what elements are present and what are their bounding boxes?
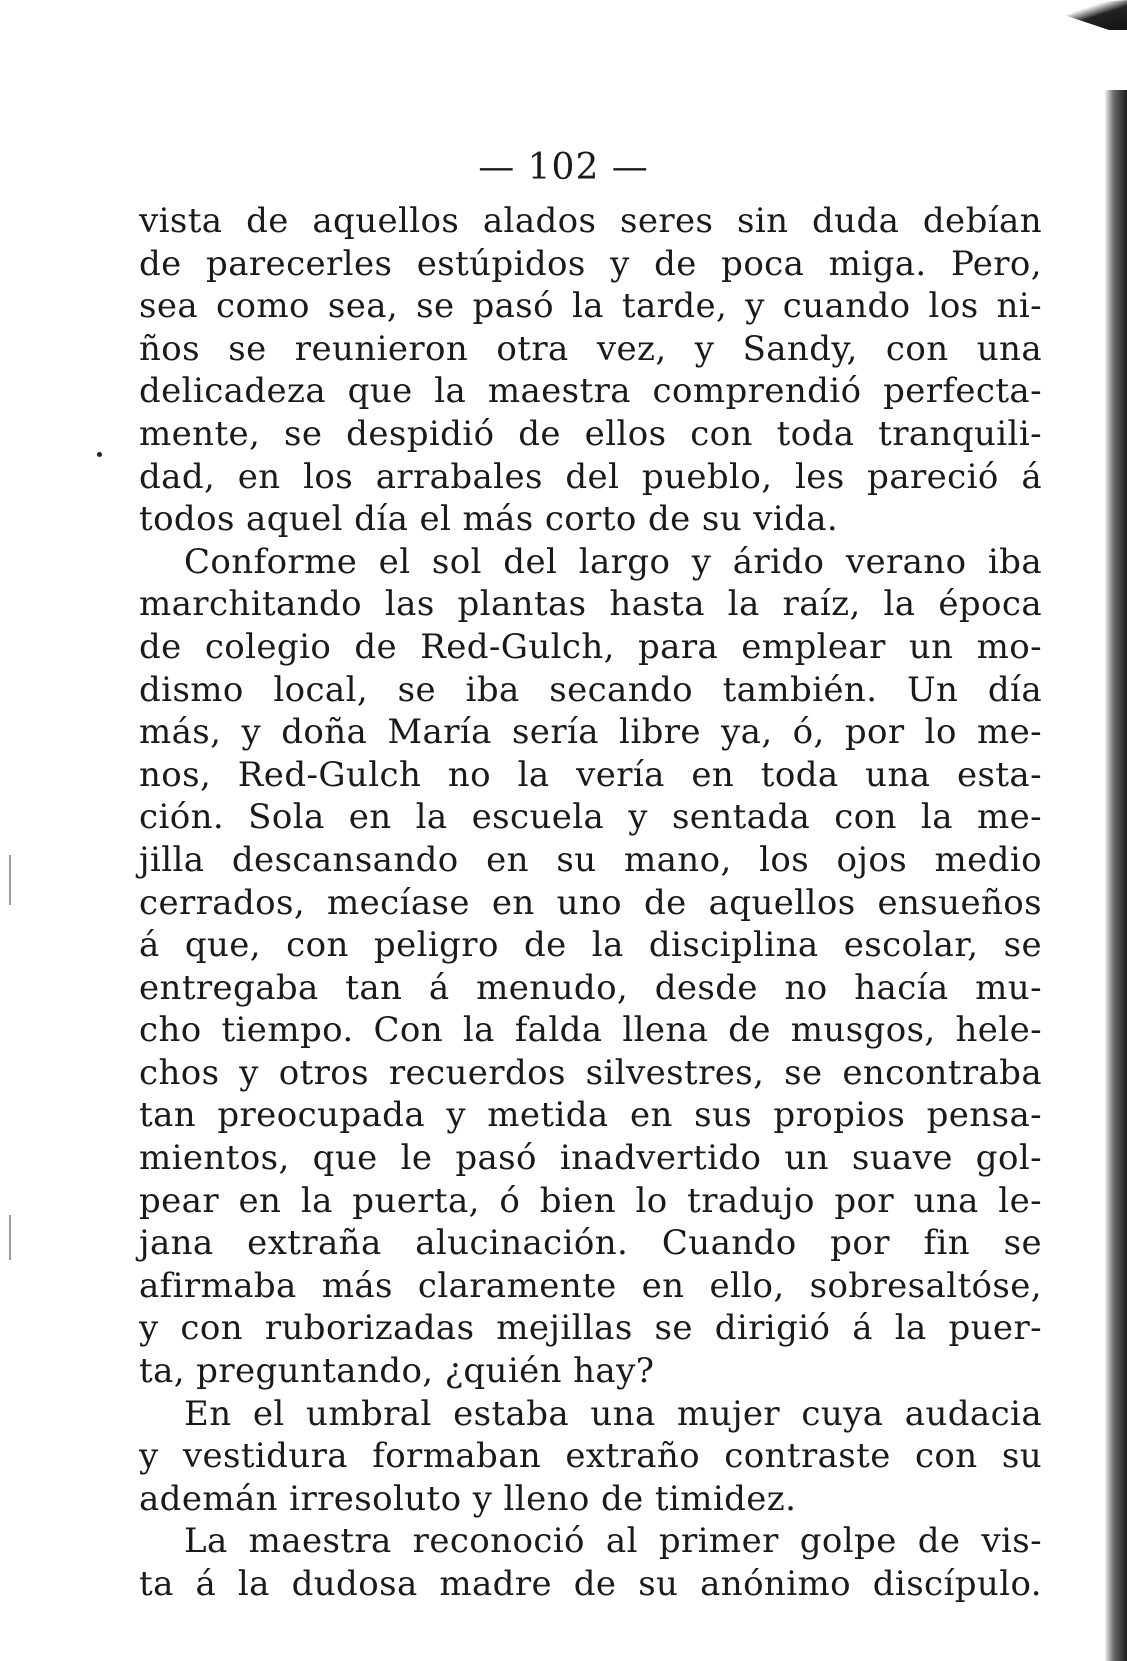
text-line: delicadeza que la maestra comprendió perfecta- — [139, 371, 1042, 412]
text-line: pear en la puerta, ó bien lo tradujo por una le- — [139, 1180, 1042, 1221]
text-line: cho tiempo. Con la falda llena de musgos, hele- — [139, 1010, 1042, 1051]
text-line: ademán irresoluto y lleno de timidez. — [139, 1478, 797, 1519]
margin-mark — [9, 1215, 11, 1260]
text-line: vista de aquellos alados seres sin duda debían — [139, 201, 1042, 241]
text-line: y con ruborizadas mejillas se dirigió á la puer- — [139, 1308, 1042, 1349]
text-line: dad, en los arrabales del pueblo, les pareció á — [139, 456, 1042, 497]
text-line: jilla descansando en su mano, los ojos medio — [139, 839, 1042, 880]
margin-mark — [9, 855, 11, 905]
text-line: todos aquel día el más corto de su vida. — [139, 499, 839, 540]
text-line: cerrados, mecíase en uno de aquellos ensueños — [139, 882, 1042, 923]
text-line: dismo local, se iba secando también. Un día — [139, 669, 1042, 710]
text-line: y vestidura formaban extraño contraste con su — [139, 1436, 1042, 1477]
text-line: En el umbral estaba una mujer cuya audacia — [184, 1393, 1042, 1434]
text-line: más, y doña María sería libre ya, ó, por lo me- — [139, 712, 1042, 753]
text-line: chos y otros recuerdos silvestres, se encontraba — [139, 1052, 1042, 1093]
text-line: de colegio de Red-Gulch, para emplear un mo- — [139, 626, 1042, 667]
text-line: ños se reunieron otra vez, y Sandy, con una — [139, 328, 1042, 369]
text-line: ción. Sola en la escuela y sentada con la me- — [139, 797, 1042, 838]
text-line: jana extraña alucinación. Cuando por fin se — [139, 1223, 1042, 1264]
text-line: nos, Red-Gulch no la vería en toda una esta- — [139, 754, 1042, 795]
text-line: mientos, que le pasó inadvertido un suave gol- — [139, 1138, 1042, 1179]
text-line: sea como sea, se pasó la tarde, y cuando los ni- — [139, 286, 1042, 327]
text-line: mente, se despidió de ellos con toda tranquili- — [139, 413, 1042, 454]
text-line: á que, con peligro de la disciplina escolar, se — [139, 925, 1042, 966]
text-line: marchitando las plantas hasta la raíz, la época — [139, 584, 1042, 625]
text-line: tan preocupada y metida en sus propios pensa- — [139, 1095, 1042, 1136]
ink-speck — [97, 452, 102, 457]
text-line: entregaba tan á menudo, desde no hacía mu- — [139, 967, 1042, 1008]
text-line: ta, preguntando, ¿quién hay? — [139, 1351, 655, 1392]
page-binding-edge — [1105, 90, 1127, 1661]
page-corner-shadow — [1037, 0, 1127, 30]
text-line: La maestra reconoció al primer golpe de vis- — [184, 1521, 1042, 1562]
text-line: Conforme el sol del largo y árido verano iba — [184, 541, 1042, 582]
body-text — [139, 200, 1042, 1606]
text-line: afirmaba más claramente en ello, sobresaltóse, — [139, 1265, 1042, 1306]
page-number: — 102 — — [478, 147, 649, 188]
text-line: ta á la dudosa madre de su anónimo discípulo. — [139, 1564, 1042, 1604]
text-line: de parecerles estúpidos y de poca miga. Pero, — [139, 243, 1042, 284]
